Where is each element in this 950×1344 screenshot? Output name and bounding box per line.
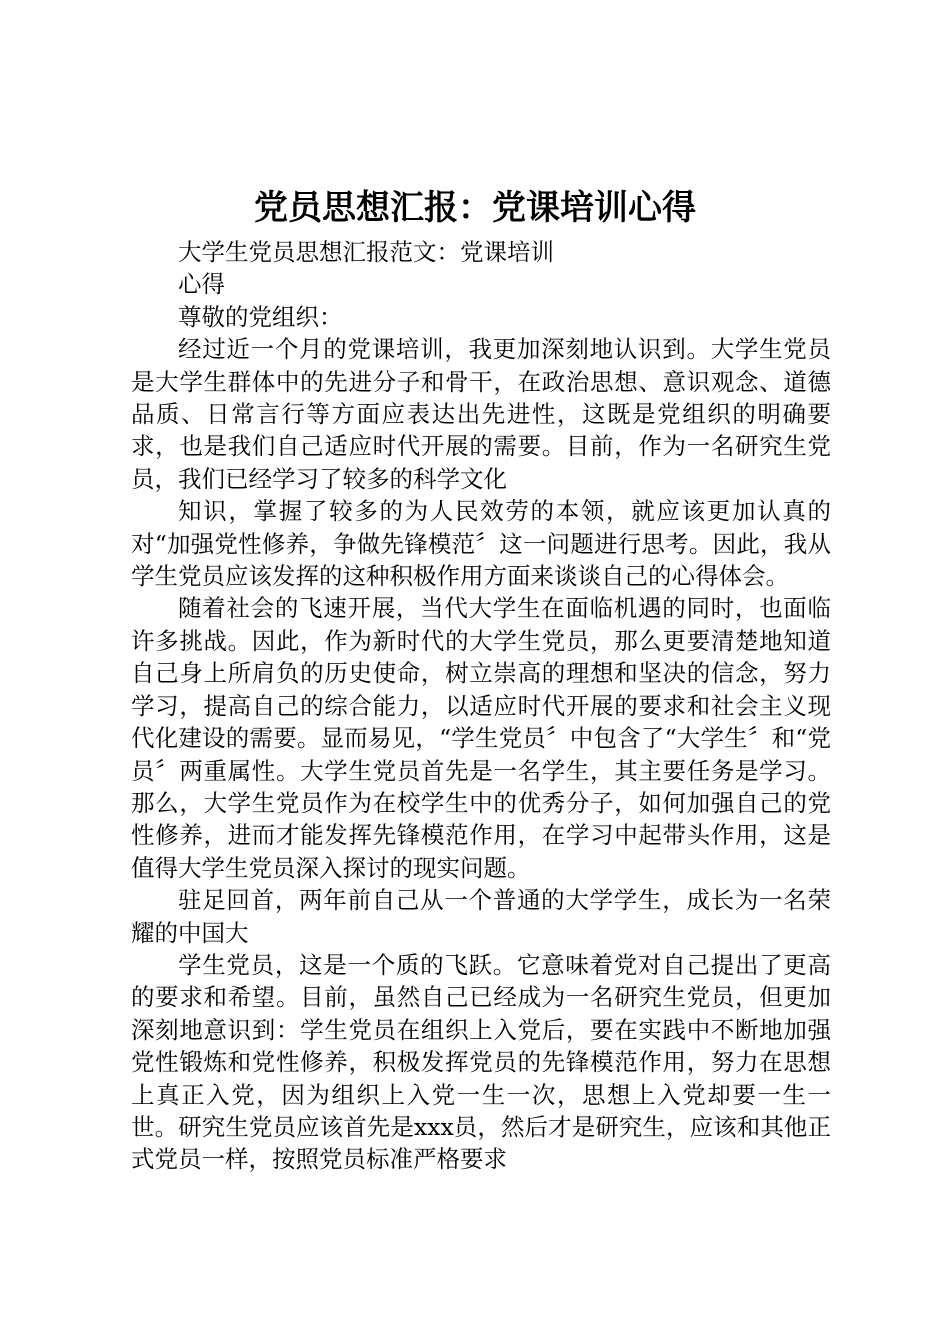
document-body [131,236,831,1176]
paragraph: 随着社会的飞速开展，当代大学生在面临机遇的同时，也面临许多挑战。因此，作为新时代的大学生党员，那么更要清楚地知道自己身上所肩负的历史使命，树立崇高的理想和坚决的信念，努力学习，提高自己的综合能力，以适应时代开展的要求和社会主义现代化建设的需要。显而易见，“学生党员〞中包含了“大学生〞和“党员〞两重属性。大学生党员首先是一名学生，其主要任务是学习。那么，大学生党员作为在校学生中的优秀分子，如何加强自己的党性修养，进而才能发挥先锋模范作用，在学习中起带头作用，这是值得大学生党员深入探讨的现实问题。 [131,594,831,882]
paragraph: 知识，掌握了较多的为人民效劳的本领，就应该更加认真的对“加强党性修养，争做先锋模范〞这一问题进行思考。因此，我从学生党员应该发挥的这种积极作用方面来谈谈自己的心得体会。 [131,497,831,591]
subtitle-line-2: 心得 [178,270,225,299]
salutation: 尊敬的党组织： [178,302,343,331]
subtitle-line-1: 大学生党员思想汇报范文：党课培训 [178,238,554,266]
paragraph: 经过近一个月的党课培训，我更加深刻地认识到。大学生党员是大学生群体中的先进分子和骨干，在政治思想、意识观念、道德品质、日常言行等方面应表达出先进性，这既是党组织的明确要求，也是我们自己适应时代开展的需要。目前，作为一名研究生党员，我们已经学习了较多的科学文化 [131,335,831,493]
paragraph: 驻足回首，两年前自己从一个普通的大学学生，成长为一名荣耀的中国大 [131,886,831,947]
paragraph: 学生党员，这是一个质的飞跃。它意味着党对自己提出了更高的要求和希望。目前，虽然自己已经成为一名研究生党员，但更加深刻地意识到：学生党员在组织上入党后，要在实践中不断地加强党性锻炼和党性修养，积极发挥党员的先锋模范作用，努力在思想上真正入党，因为组织上入党一生一次，思想上入党却要一生一世。研究生党员应该首先是xxx员，然后才是研究生，应该和其他正式党员一样，按照党员标准严格要求 [131,950,831,1174]
document-title: 党员思想汇报：党课培训心得 [254,188,696,228]
